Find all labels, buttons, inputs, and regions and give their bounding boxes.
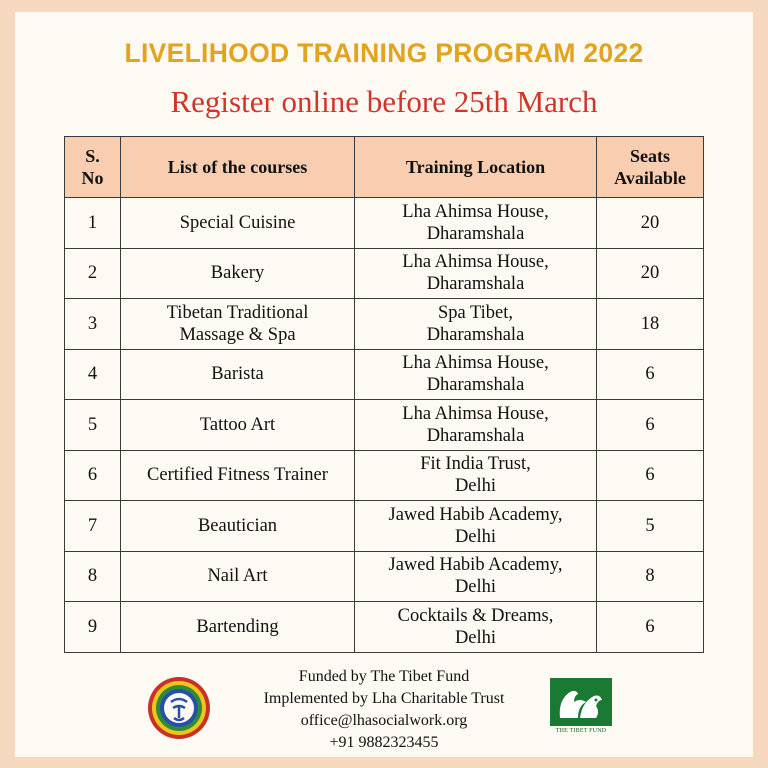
footer-funded-by: Funded by The Tibet Fund [298,668,470,685]
footer [0,666,768,754]
cell-location-text: Fit India Trust, [420,454,531,475]
cell-location [355,198,597,249]
cell-location-text: Dharamshala [426,274,525,295]
cell-course-text: Beautician [197,515,278,536]
tibet-fund-logo-icon [550,678,612,740]
cell-course-text: Bakery [210,263,265,284]
cell-course [121,450,355,501]
cell-seats [597,349,704,400]
header-sno [65,137,121,198]
header-sno-line1: S. [85,146,100,166]
cell-seats-text: 5 [645,515,655,536]
cell-course [121,400,355,451]
table-row [65,400,704,451]
cell-seats [597,450,704,501]
cell-sno [65,248,121,299]
cell-sno [65,400,121,451]
cell-sno [65,501,121,552]
cell-course [121,501,355,552]
cell-location-text: Dharamshala [426,324,525,345]
cell-seats [597,400,704,451]
cell-sno [65,602,121,653]
cell-sno [65,551,121,602]
cell-course-text: Bartending [196,616,279,637]
table-row [65,248,704,299]
page-subtitle: Register online before 25th March [170,84,598,119]
cell-course-text: Certified Fitness Trainer [147,465,328,486]
cell-seats-text: 8 [645,566,655,587]
header-seats-line1: Seats [630,146,670,166]
cell-seats-text: 6 [645,364,655,385]
header-location: Training Location [355,137,597,198]
cell-location-text: Lha Ahimsa House, [402,353,549,374]
cell-seats [597,602,704,653]
cell-course-text: Special Cuisine [179,212,296,233]
cell-location-text: Delhi [454,526,497,547]
cell-seats-text: 20 [640,212,660,233]
cell-course [121,198,355,249]
cell-sno [65,299,121,350]
cell-seats-text: 6 [645,616,655,637]
cell-location-text: Dharamshala [426,223,525,244]
header-course: List of the courses [121,137,355,198]
tibet-fund-logo-box [550,678,612,726]
table-row [65,450,704,501]
table-row [65,349,704,400]
cell-seats-text: 6 [645,414,655,435]
cell-location-text: Delhi [454,476,497,497]
page-title: LIVELIHOOD TRAINING PROGRAM 2022 [124,38,644,68]
cell-location [355,450,597,501]
cell-location-text: Lha Ahimsa House, [402,403,549,424]
cell-sno-text: 3 [87,313,98,334]
table-row [65,198,704,249]
table-row [65,551,704,602]
cell-seats [597,198,704,249]
header-seats-line2: Available [614,168,686,188]
cell-course-text: Barista [211,364,264,385]
cell-sno-text: 6 [87,465,98,486]
table-row [65,501,704,552]
cell-course-text: Tibetan Traditional [166,302,309,323]
cell-sno-text: 7 [87,515,98,536]
cell-seats [597,299,704,350]
cell-course [121,248,355,299]
cell-sno-text: 5 [87,414,98,435]
cell-location [355,602,597,653]
cell-location [355,400,597,451]
cell-sno [65,198,121,249]
cell-seats [597,551,704,602]
cell-course [121,349,355,400]
cell-course-text: Massage & Spa [179,324,296,345]
cell-seats-text: 18 [640,313,660,334]
cell-sno [65,349,121,400]
header-seats [597,137,704,198]
cell-sno [65,450,121,501]
cell-location [355,248,597,299]
cell-seats [597,501,704,552]
cell-sno-text: 8 [87,566,98,587]
cell-location-text: Jawed Habib Academy, [388,504,563,525]
cell-sno-text: 9 [87,616,98,637]
cell-seats-text: 20 [640,263,660,284]
cell-location-text: Dharamshala [426,375,525,396]
cell-seats-text: 6 [645,465,655,486]
cell-course [121,602,355,653]
cell-course-text: Nail Art [207,566,268,587]
cell-location [355,551,597,602]
cell-location-text: Cocktails & Dreams, [397,605,554,626]
cell-location-text: Lha Ahimsa House, [402,252,549,273]
cell-location [355,349,597,400]
table-row [65,299,704,350]
cell-location-text: Delhi [454,627,497,648]
footer-phone: +91 9882323455 [329,734,439,751]
cell-course [121,299,355,350]
cell-location-text: Jawed Habib Academy, [388,555,563,576]
footer-email[interactable]: office@lhasocialwork.org [300,712,468,729]
cell-course [121,551,355,602]
courses-table [64,136,704,653]
tibet-fund-caption: THE TIBET FUND [555,728,607,734]
cell-sno-text: 1 [87,212,98,233]
cell-location-text: Spa Tibet, [437,302,514,323]
table-header-row [65,137,704,198]
cell-course-text: Tattoo Art [199,414,276,435]
cell-seats [597,248,704,299]
footer-implemented-by: Implemented by Lha Charitable Trust [263,690,505,707]
cell-location [355,501,597,552]
cell-sno-text: 4 [87,364,98,385]
cell-sno-text: 2 [87,263,98,284]
table-row [65,602,704,653]
cell-location [355,299,597,350]
cell-location-text: Delhi [454,577,497,598]
header-sno-line2: No [81,168,104,188]
cell-location-text: Lha Ahimsa House, [402,201,549,222]
cell-location-text: Dharamshala [426,425,525,446]
